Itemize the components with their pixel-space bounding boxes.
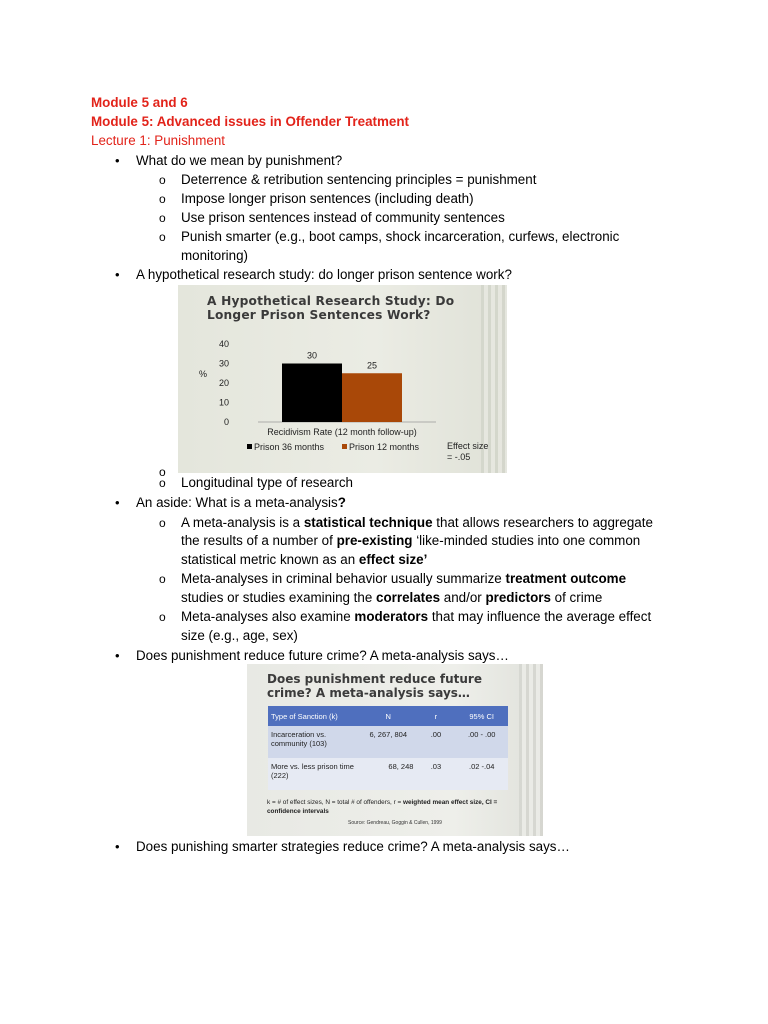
text-run: and/or — [440, 590, 486, 605]
list-item: Punish smarter (e.g., boot camps, shock incarceration, curfews, electronic — [181, 229, 620, 244]
y-tick-label: 20 — [218, 378, 229, 388]
list-item-continuation — [181, 532, 640, 550]
list-item-continuation: monitoring) — [181, 248, 248, 263]
bar-data-label: 25 — [366, 360, 378, 371]
text-run: Meta-analyses also examine — [181, 609, 355, 624]
text-run: ‘like-minded studies into one common — [412, 533, 641, 548]
lecture-title: Lecture 1: Punishment — [91, 133, 225, 148]
effect-size-annotation: Effect size — [447, 441, 489, 451]
text-run-bold: statistical technique — [303, 515, 433, 530]
column-header: r — [416, 706, 455, 726]
list-item-continuation — [181, 551, 427, 569]
table-cell: .03 — [416, 758, 455, 790]
text-run: studies or studies examining the — [181, 590, 377, 605]
module5-title: Module 5: Advanced issues in Offender Treatment — [91, 114, 409, 129]
table-footnote — [267, 798, 529, 816]
punishing-smarter-bullet: Does punishing smarter strategies reduce crime? A meta-analysis says… — [136, 839, 570, 854]
list-item-continuation — [181, 589, 602, 607]
column-header: N — [360, 706, 416, 726]
y-tick-label: 30 — [218, 358, 229, 369]
footnote-text-bold: weighted mean effect size, CI = confidence intervals — [267, 799, 498, 815]
table-cell: .02 -.04 — [455, 758, 508, 790]
sub-bullet-marker: o — [159, 465, 166, 479]
x-axis-label: Recidivism Rate (12 month follow-up) — [267, 427, 417, 437]
text-run-bold: ? — [337, 495, 346, 510]
slide-title — [267, 672, 527, 700]
text-run-bold: effect size’ — [358, 552, 428, 567]
text-run-bold: moderators — [354, 609, 429, 624]
sub-bullet-marker: o — [159, 572, 166, 586]
y-tick-label: 10 — [218, 397, 229, 408]
punishment-reduce-bullet: Does punishment reduce future crime? A meta-analysis says… — [136, 648, 509, 663]
column-header: 95% CI — [455, 706, 508, 726]
table-cell: .00 — [416, 726, 455, 758]
bar-data-label: 30 — [306, 350, 318, 361]
legend-swatch — [247, 444, 252, 449]
footnote-text: k = # of effect sizes, N = total # of offenders, r = — [267, 799, 403, 806]
hypothetical-study-slide — [178, 285, 507, 473]
sub-bullet-marker: o — [159, 610, 166, 624]
list-item — [181, 608, 651, 626]
legend-label: Prison 12 months — [349, 442, 420, 452]
chart-title-line: Longer Prison Sentences Work? — [207, 308, 431, 322]
sub-bullet-marker: o — [159, 230, 166, 244]
meta-analysis-bullet — [136, 494, 346, 512]
punishment-question: What do we mean by punishment? — [136, 153, 343, 168]
text-run-bold: correlates — [376, 590, 441, 605]
column-header: Type of Sanction (k) — [268, 706, 360, 726]
text-run: that may influence the average effect — [428, 609, 652, 624]
module-title: Module 5 and 6 — [91, 95, 188, 110]
sub-bullet-marker: o — [159, 211, 166, 225]
text-run: An aside: What is a meta-analysis — [136, 495, 338, 510]
text-run: statistical metric known as an — [181, 552, 359, 567]
chart-title-line: A Hypothetical Research Study: Do — [207, 294, 455, 308]
sub-bullet-marker: o — [159, 476, 166, 490]
sub-bullet-marker: o — [159, 173, 166, 187]
bar-chart — [178, 285, 507, 473]
table-header-row — [268, 706, 508, 726]
y-tick-label: 40 — [218, 339, 229, 349]
legend-label: Prison 36 months — [254, 442, 325, 452]
table-source: Source: Gendreau, Goggin & Cullen, 1999 — [348, 820, 442, 826]
legend-swatch — [342, 444, 347, 449]
y-tick-label: 0 — [223, 417, 229, 427]
hypothetical-study-bullet: A hypothetical research study: do longer prison sentence work? — [136, 267, 512, 282]
slide-title-line: Does punishment reduce future — [267, 672, 482, 686]
table-row — [268, 726, 508, 758]
bullet-marker: • — [115, 839, 120, 854]
list-item: Impose longer prison sentences (including death) — [181, 191, 474, 206]
meta-analysis-slide — [247, 664, 543, 836]
bar — [282, 364, 342, 423]
y-axis-label: % — [198, 369, 208, 379]
table-row — [268, 758, 508, 790]
text-run: A meta-analysis is a — [181, 515, 304, 530]
text-run-bold: treatment outcome — [505, 571, 627, 586]
text-run-bold: pre-existing — [336, 533, 413, 548]
effect-size-annotation: = -.05 — [447, 452, 471, 462]
slide-title-line: crime? A meta-analysis says… — [267, 686, 470, 700]
table-cell: .00 - .00 — [455, 726, 508, 758]
list-item: Deterrence & retribution sentencing principles = punishment — [181, 172, 537, 187]
table-cell: More vs. less prison time (222) — [268, 758, 360, 790]
text-run: of crime — [550, 590, 603, 605]
sub-bullet-marker: o — [159, 516, 166, 530]
list-item: Use prison sentences instead of community sentences — [181, 210, 505, 225]
text-run: Meta-analyses in criminal behavior usually summarize — [181, 571, 506, 586]
list-item: Longitudinal type of research — [181, 475, 353, 490]
bullet-marker: • — [115, 495, 120, 510]
bullet-marker: • — [115, 267, 120, 282]
text-run-bold: predictors — [485, 590, 551, 605]
table-cell: Incarceration vs. community (103) — [268, 726, 360, 758]
bullet-marker: • — [115, 648, 120, 663]
list-item — [181, 570, 626, 588]
sub-bullet-marker: o — [159, 192, 166, 206]
list-item — [181, 514, 653, 532]
list-item-continuation: size (e.g., age, sex) — [181, 628, 298, 643]
bullet-marker: • — [115, 153, 120, 168]
table-cell: 68, 248 — [360, 758, 416, 790]
table-cell: 6, 267, 804 — [360, 726, 416, 758]
text-run: that allows researchers to aggregate — [432, 515, 653, 530]
sanction-table — [268, 706, 508, 790]
bar — [342, 373, 402, 422]
text-run: the results of a number of — [181, 533, 337, 548]
